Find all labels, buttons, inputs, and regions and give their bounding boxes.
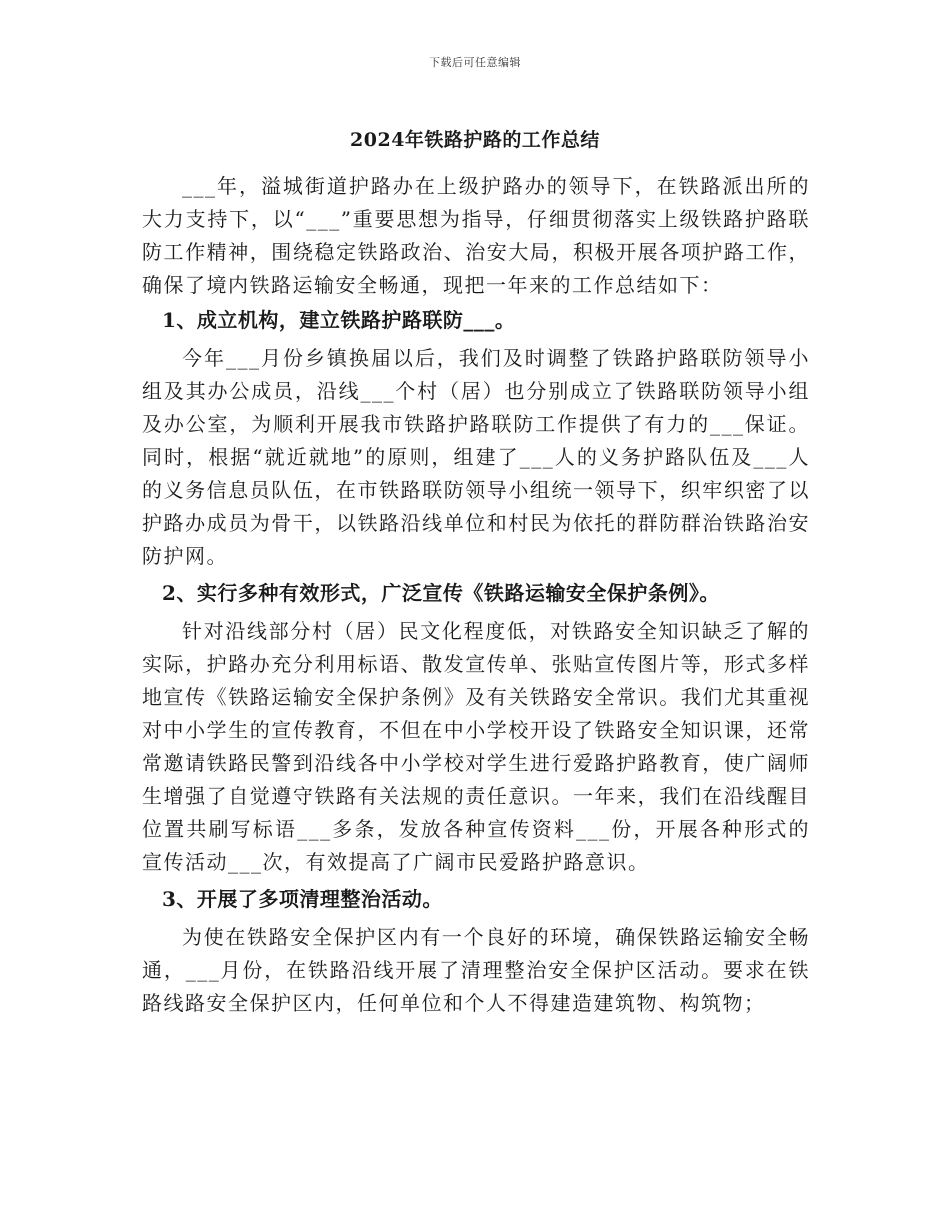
section-body-3: 为使在铁路安全保护区内有一个良好的环境，确保铁路运输安全畅通，___月份，在铁路沿线开展了清理整治安全保护区活动。要求在铁路线路安全保护区内，任何单位和个人不得建造建筑物、构筑物； — [142, 925, 810, 1015]
section-body-2: 针对沿线部分村（居）民文化程度低，对铁路安全知识缺乏了解的实际，护路办充分利用标语、散发宣传单、张贴宣传图片等，形式多样地宣传《铁路运输安全保护条例》及有关铁路安全常识。我们尤其重视对中小学生的宣传教育，不但在中小学校开设了铁路安全知识课，还常常邀请铁路民警到沿线各中小学校对学生进行爱路护路教育，使广阔师生增强了自觉遵守铁路有关法规的责任意识。一年来，我们在沿线醒目位置共刷写标语___多条，发放各种宣传资料___份，开展各种形式的宣传活动___次，有效提高了广阔市民爱路护路意识。 — [142, 619, 810, 874]
document-title: 2024年铁路护路的工作总结 — [350, 129, 600, 151]
section-body-1: 今年___月份乡镇换届以后，我们及时调整了铁路护路联防领导小组及其办公成员，沿线___个村（居）也分别成立了铁路联防领导小组及办公室，为顺利开展我市铁路护路联防工作提供了有力的___保证。同时，根据“就近就地”的原则，组建了___人的义务护路队伍及___人的义务信息员队伍，在市铁路联防领导小组统一领导下，织牢织密了以护路办成员为骨干，以铁路沿线单位和村民为依托的群防群治铁路治安防护网。 — [142, 346, 810, 568]
document-body — [142, 170, 810, 1020]
section-heading-1: 1、成立机构，建立铁路护路联防___。 — [162, 308, 516, 332]
intro-paragraph: ___年，溢城街道护路办在上级护路办的领导下，在铁路派出所的大力支持下，以“___”重要思想为指导，仔细贯彻落实上级铁路护路联防工作精神，围绕稳定铁路政治、治安大局，积极开展各项护路工作，确保了境内铁路运输安全畅通，现把一年来的工作总结如下： — [142, 174, 810, 297]
section-heading-2: 2、实行多种有效形式，广泛宣传《铁路运输安全保护条例》。 — [162, 581, 720, 605]
page-header-note: 下载后可任意编辑 — [429, 56, 521, 69]
section-heading-3: 3、开展了多项清理整治活动。 — [162, 887, 443, 911]
